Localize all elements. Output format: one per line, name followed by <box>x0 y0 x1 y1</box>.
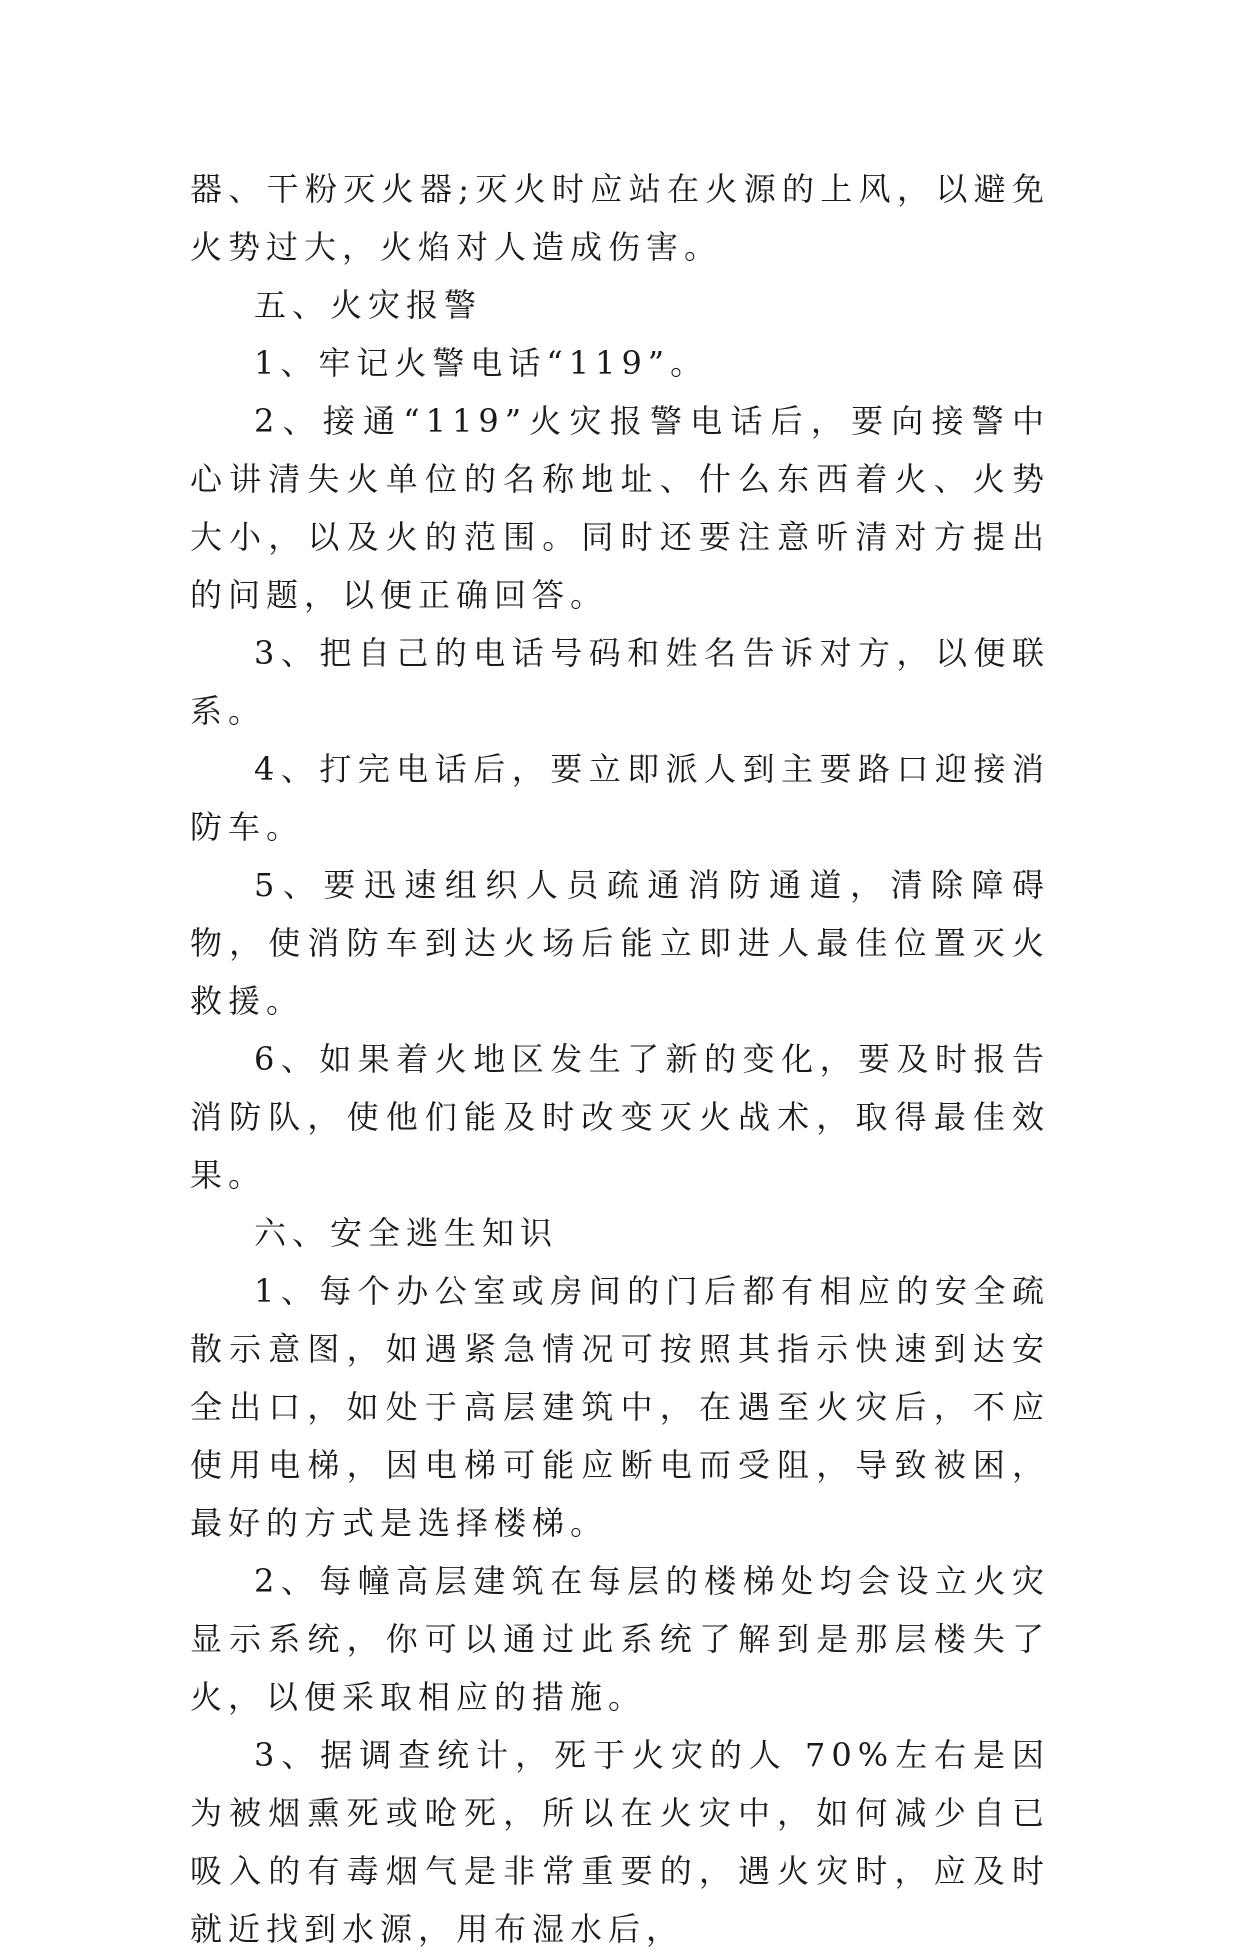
section-heading-fire-alarm: 五、火灾报警 <box>254 286 483 324</box>
paragraph-escape-item-2: 2、每幢高层建筑在每层的楼梯处均会设立火灾显示系统，你可以通过此系统了解到是那层楼失了火，以便采取相应的措施。 <box>190 1562 1050 1716</box>
paragraph-alarm-item-5: 5、要迅速组织人员疏通消防通道，清除障碍物，使消防车到达火场后能立即进人最佳位置灭火救援。 <box>190 866 1050 1020</box>
paragraph-alarm-item-1: 1、牢记火警电话“119”。 <box>254 344 709 382</box>
paragraph-alarm-item-4: 4、打完电话后，要立即派人到主要路口迎接消防车。 <box>190 750 1050 846</box>
paragraph-alarm-item-3: 3、把自己的电话号码和姓名告诉对方，以便联系。 <box>190 634 1050 730</box>
paragraph-alarm-item-2: 2、接通“119”火灾报警电话后，要向接警中心讲清失火单位的名称地址、什么东西着火、火势大小，以及火的范围。同时还要注意听清对方提出的问题，以便正确回答。 <box>190 402 1050 614</box>
document-body <box>190 160 1050 1958</box>
paragraph-continuation: 器、干粉灭火器;灭火时应站在火源的上风，以避免火势过大，火焰对人造成伤害。 <box>190 170 1050 266</box>
paragraph-escape-item-3: 3、据调查统计，死于火灾的人 70%左右是因为被烟熏死或呛死，所以在火灾中，如何减少自已吸入的有毒烟气是非常重要的，遇火灾时，应及时就近找到水源，用布湿水后， <box>190 1736 1050 1948</box>
paragraph-escape-item-1: 1、每个办公室或房间的门后都有相应的安全疏散示意图，如遇紧急情况可按照其指示快速到达安全出口，如处于高层建筑中，在遇至火灾后，不应使用电梯，因电梯可能应断电而受阻，导致被困，最好的方式是选择楼梯。 <box>190 1272 1050 1542</box>
paragraph-alarm-item-6: 6、如果着火地区发生了新的变化，要及时报告消防队，使他们能及时改变灭火战术，取得最佳效果。 <box>190 1040 1050 1194</box>
section-heading-escape: 六、安全逃生知识 <box>254 1214 559 1252</box>
